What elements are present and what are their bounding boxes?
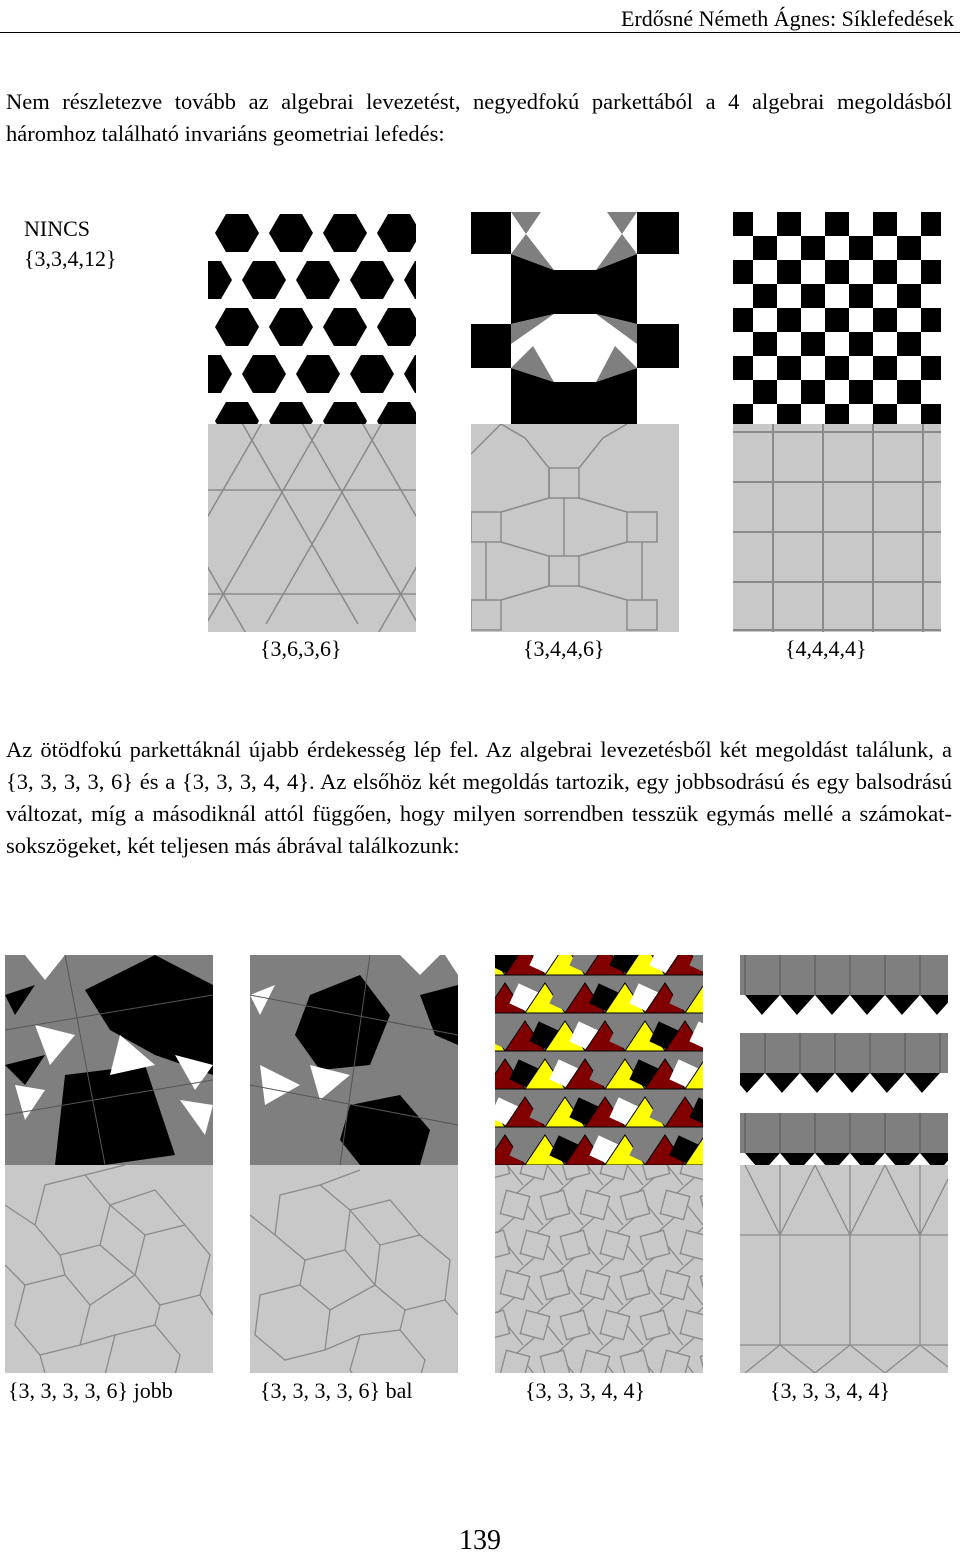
caption-33336-left: {3, 3, 3, 3, 6} bal — [260, 1378, 413, 1403]
caption-3446: {3,4,4,6} — [523, 636, 605, 661]
nincs-label: NINCS — [24, 216, 91, 241]
tiling-33336-right-lines — [5, 1165, 213, 1373]
paragraph-fifth-degree: Az ötödfokú parkettáknál újabb érdekesség lép fel. Az algebrai levezetésből két megoldást találunk, a {3, 3, 3, 3, 6} és a {3, 3, 3, 4, 4}. Az elsőhöz két megoldás tartozik, egy jobbsodrású és egy balsodrású változat, míg a másodiknál attól függően, hogy milyen sorrendben tesszük egymás mellé a számokat-sokszögeket, két teljesen más ábrával találkozunk: — [6, 737, 952, 858]
nincs-code: {3,3,4,12} — [24, 246, 117, 271]
tiling-33336-left-colored — [250, 955, 458, 1165]
tiling-33344-b-lines — [740, 1165, 948, 1373]
tiling-3636-lines — [208, 424, 416, 632]
page-number: 139 — [459, 1525, 501, 1556]
tiling-33344-b-colored — [740, 955, 948, 1165]
running-header: Erdősné Németh Ágnes: Síklefedések — [621, 6, 954, 31]
tiling-3636-colored — [208, 212, 416, 424]
nincs-note — [24, 214, 117, 274]
tiling-33336-right-colored — [5, 955, 213, 1165]
caption-33336-right: {3, 3, 3, 3, 6} jobb — [8, 1378, 173, 1403]
tiling-33344-a-colored — [495, 955, 703, 1165]
paragraph-intro: Nem részletezve tovább az algebrai levezetést, negyedfokú parkettából a 4 algebrai megoldásból háromhoz található invariáns geometriai lefedés: — [6, 89, 952, 146]
tiling-4444-lines — [733, 424, 941, 632]
header-rule — [0, 32, 960, 33]
tiling-33344-a-lines — [495, 1165, 703, 1373]
tiling-4444-colored — [733, 212, 941, 424]
caption-33344-b: {3, 3, 3, 4, 4} — [770, 1378, 891, 1403]
tiling-3446-colored — [471, 212, 679, 424]
caption-4444: {4,4,4,4} — [785, 636, 867, 661]
tiling-33336-left-lines — [250, 1165, 458, 1373]
tiling-3446-lines — [471, 424, 679, 632]
caption-3636: {3,6,3,6} — [260, 636, 342, 661]
caption-33344-a: {3, 3, 3, 4, 4} — [525, 1378, 646, 1403]
